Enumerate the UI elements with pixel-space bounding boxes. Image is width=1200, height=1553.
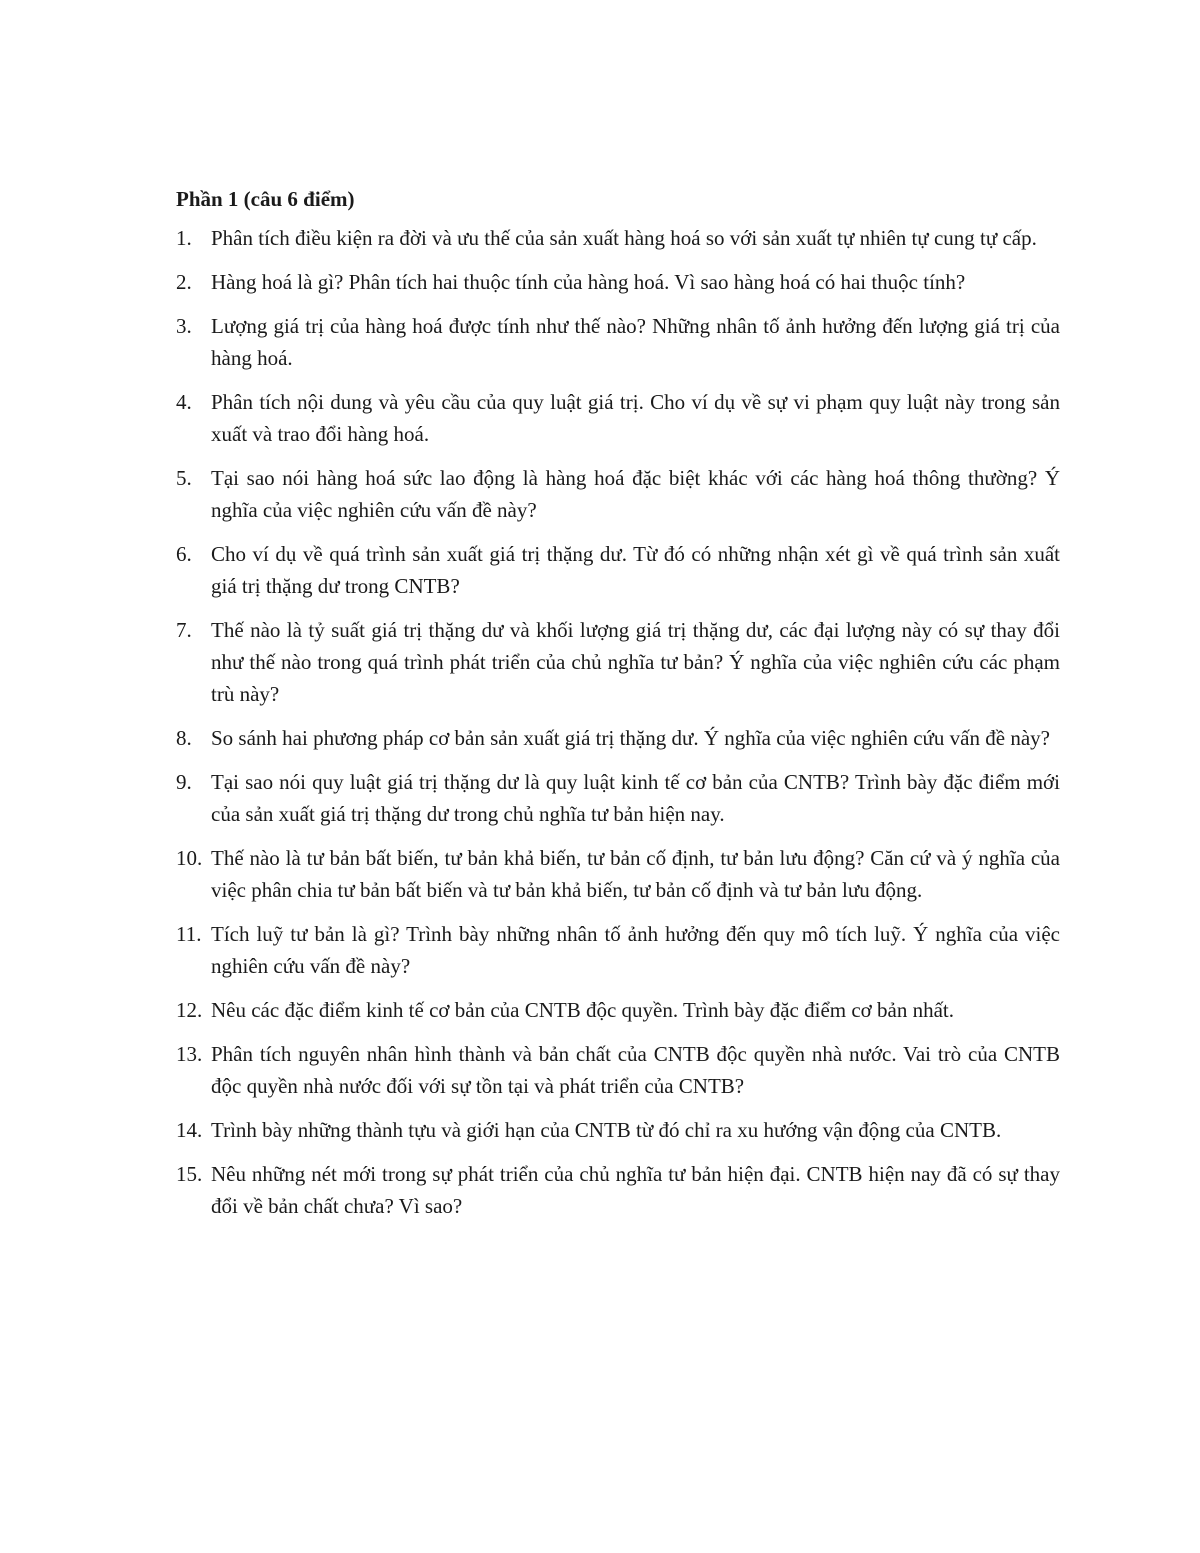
question-text: Lượng giá trị của hàng hoá được tính như thế nào? Những nhân tố ảnh hưởng đến lượng giá trị của hàng hoá. — [211, 314, 1060, 370]
question-number: 6. — [176, 542, 192, 566]
question-number: 11. — [176, 922, 202, 946]
document-content — [176, 184, 1060, 1234]
question-text: Hàng hoá là gì? Phân tích hai thuộc tính của hàng hoá. Vì sao hàng hoá có hai thuộc tính? — [211, 270, 966, 294]
question-text: Phân tích nội dung và yêu cầu của quy luật giá trị. Cho ví dụ về sự vi phạm quy luật này trong sản xuất và trao đổi hàng hoá. — [211, 390, 1060, 446]
question-item — [176, 1158, 1060, 1222]
question-number: 14. — [176, 1118, 203, 1142]
question-number: 7. — [176, 618, 192, 642]
question-text: Thế nào là tư bản bất biến, tư bản khả biến, tư bản cố định, tư bản lưu động? Căn cứ và ý nghĩa của việc phân chia tư bản bất biến và tư bản khả biến, tư bản cố định và tư bản lưu động. — [211, 846, 1060, 902]
question-number: 3. — [176, 314, 192, 338]
question-number: 12. — [176, 998, 203, 1022]
question-number: 10. — [176, 846, 203, 870]
question-item — [176, 614, 1060, 710]
question-number: 13. — [176, 1042, 203, 1066]
question-number: 15. — [176, 1162, 203, 1186]
question-text: So sánh hai phương pháp cơ bản sản xuất giá trị thặng dư. Ý nghĩa của việc nghiên cứu vấn đề này? — [211, 726, 1050, 750]
question-text: Tích luỹ tư bản là gì? Trình bày những nhân tố ảnh hưởng đến quy mô tích luỹ. Ý nghĩa của việc nghiên cứu vấn đề này? — [211, 922, 1060, 978]
question-list — [176, 222, 1060, 1222]
question-number: 2. — [176, 270, 192, 294]
question-text: Thế nào là tỷ suất giá trị thặng dư và khối lượng giá trị thặng dư, các đại lượng này có sự thay đổi như thế nào trong quá trình phát triển của chủ nghĩa tư bản? Ý nghĩa của việc nghiên cứu các phạm trù này? — [211, 618, 1060, 706]
question-text: Phân tích nguyên nhân hình thành và bản chất của CNTB độc quyền nhà nước. Vai trò của CNTB độc quyền nhà nước đối với sự tồn tại và phát triển của CNTB? — [211, 1042, 1060, 1098]
question-item — [176, 538, 1060, 602]
question-text: Phân tích điều kiện ra đời và ưu thế của sản xuất hàng hoá so với sản xuất tự nhiên tự cung tự cấp. — [211, 226, 1037, 250]
question-item — [176, 842, 1060, 906]
question-text: Nêu các đặc điểm kinh tế cơ bản của CNTB độc quyền. Trình bày đặc điểm cơ bản nhất. — [211, 998, 954, 1022]
question-item — [176, 722, 1060, 754]
question-number: 8. — [176, 726, 192, 750]
question-number: 1. — [176, 226, 192, 250]
question-item — [176, 462, 1060, 526]
question-item — [176, 1038, 1060, 1102]
question-text: Trình bày những thành tựu và giới hạn của CNTB từ đó chỉ ra xu hướng vận động của CNTB. — [211, 1118, 1002, 1142]
question-item — [176, 386, 1060, 450]
question-item — [176, 766, 1060, 830]
question-item — [176, 310, 1060, 374]
question-text: Cho ví dụ về quá trình sản xuất giá trị thặng dư. Từ đó có những nhận xét gì về quá trình sản xuất giá trị thặng dư trong CNTB? — [211, 542, 1060, 598]
question-item — [176, 1114, 1060, 1146]
question-number: 5. — [176, 466, 192, 490]
question-text: Tại sao nói quy luật giá trị thặng dư là quy luật kinh tế cơ bản của CNTB? Trình bày đặc điểm mới của sản xuất giá trị thặng dư trong chủ nghĩa tư bản hiện nay. — [211, 770, 1060, 826]
question-number: 4. — [176, 390, 192, 414]
section-heading: Phần 1 (câu 6 điểm) — [176, 187, 355, 211]
question-item — [176, 222, 1060, 254]
question-text: Nêu những nét mới trong sự phát triển của chủ nghĩa tư bản hiện đại. CNTB hiện nay đã có sự thay đổi về bản chất chưa? Vì sao? — [211, 1162, 1060, 1218]
question-item — [176, 994, 1060, 1026]
question-text: Tại sao nói hàng hoá sức lao động là hàng hoá đặc biệt khác với các hàng hoá thông thường? Ý nghĩa của việc nghiên cứu vấn đề này? — [211, 466, 1060, 522]
question-number: 9. — [176, 770, 192, 794]
question-item — [176, 918, 1060, 982]
question-item — [176, 266, 1060, 298]
